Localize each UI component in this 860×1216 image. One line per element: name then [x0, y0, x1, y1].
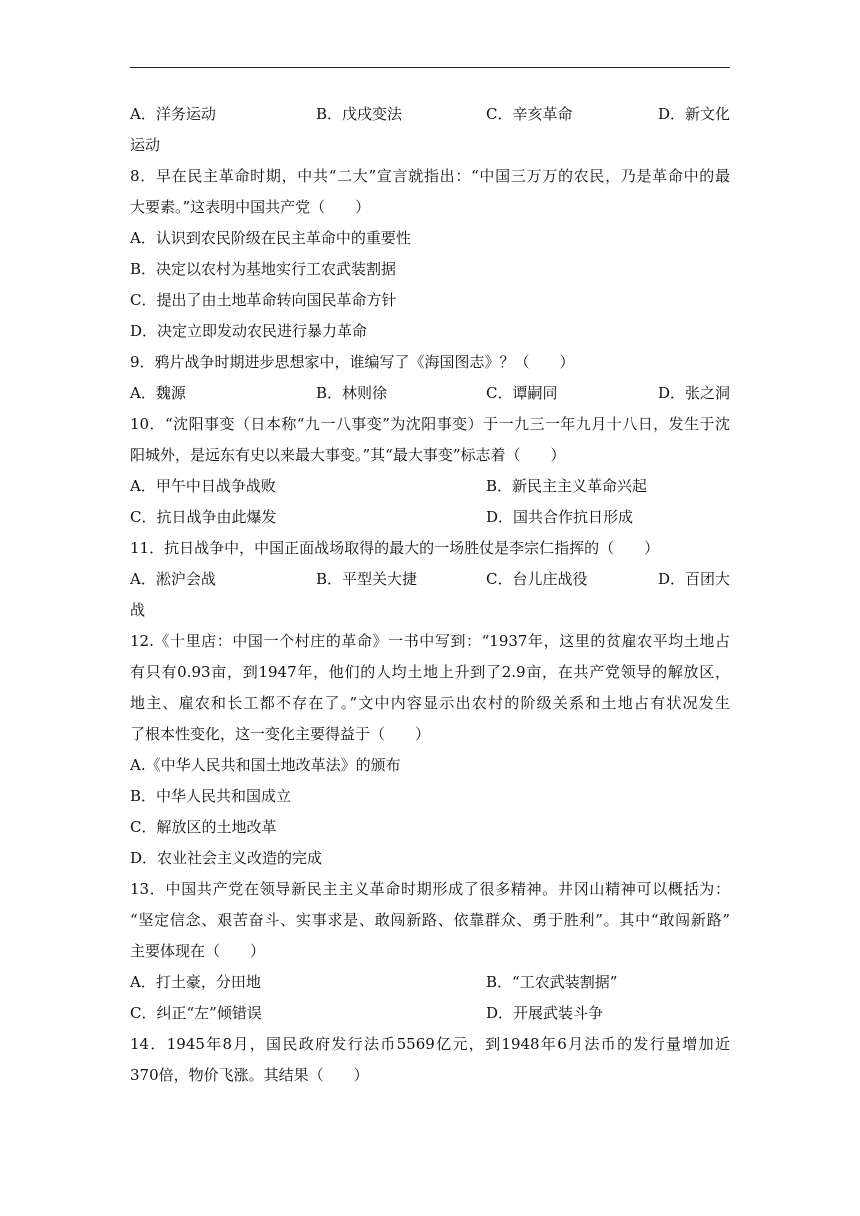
q11-option-c: C．台儿庄战役 — [486, 570, 588, 588]
q12-option-c: C．解放区的土地改革 — [130, 818, 277, 836]
q13-stem-line-2: “坚定信念、艰苦奋斗、实事求是、敢闯新路、依靠群众、勇于胜利”。其中“敢闯新路” — [130, 911, 730, 929]
q8-option-a: A．认识到农民阶级在民主革命中的重要性 — [130, 229, 411, 247]
q12-option-a: A.《中华人民共和国土地改革法》的颁布 — [130, 756, 401, 774]
q13-options-row-2 — [130, 998, 730, 1029]
q11-stem: 11．抗日战争中，中国正面战场取得的最大的一场胜仗是李宗仁指挥的（ ） — [130, 539, 660, 557]
q10-option-c: C．抗日战争由此爆发 — [130, 508, 277, 526]
q12-stem-line-4: 了根本性变化，这一变化主要得益于（ ） — [130, 725, 431, 743]
q10-option-b: B．新民主主义革命兴起 — [486, 477, 648, 495]
q12-option-d: D．农业社会主义改造的完成 — [130, 849, 323, 867]
q7-option-d: D．新文化 — [657, 105, 730, 123]
q13-option-c: C．纠正“左”倾错误 — [130, 1004, 262, 1022]
q12-stem-line-3: 地主、雇农和长工都不存在了。”文中内容显示出农村的阶级关系和土地占有状况发生 — [130, 694, 730, 712]
q12-stem-line-2: 有只有0.93亩，到1947年，他们的人均土地上升到了2.9亩，在共产党领导的解放区， — [130, 663, 730, 681]
q13-option-a: A．打土豪，分田地 — [130, 973, 261, 991]
q10-stem-line-1: 10．“沈阳事变（日本称“九一八事变”为沈阳事变）于一九三一年九月十八日，发生于沈 — [130, 415, 730, 433]
q7-option-c: C．辛亥革命 — [486, 105, 573, 123]
q7-option-d-continued: 运动 — [130, 136, 161, 154]
q8-stem-line-1: 8．早在民主革命时期，中共“二大”宣言就指出：“中国三万万的农民，乃是革命中的最 — [130, 167, 730, 185]
q13-option-b: B．“工农武装割据” — [486, 973, 618, 991]
q9-option-a: A．魏源 — [130, 384, 186, 402]
q8-option-b: B．决定以农村为基地实行工农武装割据 — [130, 260, 397, 278]
q11-option-a: A．淞沪会战 — [130, 570, 216, 588]
q9-option-d: D．张之洞 — [657, 384, 730, 402]
q8-option-c: C．提出了由土地革命转向国民革命方针 — [130, 291, 397, 309]
q9-stem: 9．鸦片战争时期进步思想家中，谁编写了《海国图志》？（ ） — [130, 353, 575, 371]
q7-option-b: B．戊戌变法 — [316, 105, 403, 123]
q12-stem-line-1: 12.《十里店：中国一个村庄的革命》一书中写到：“1937年，这里的贫雇农平均土地占 — [130, 632, 730, 650]
q11-option-d: D．百团大 — [657, 570, 730, 588]
q9-option-c: C．谭嗣同 — [486, 384, 558, 402]
q13-stem-line-1: 13．中国共产党在领导新民主主义革命时期形成了很多精神。井冈山精神可以概括为： — [130, 880, 730, 898]
q7-options — [130, 99, 730, 130]
q11-option-d-continued: 战 — [130, 601, 146, 619]
q10-option-a: A．甲午中日战争战败 — [130, 477, 276, 495]
q10-options-row-1 — [130, 471, 730, 502]
q9-option-b: B．林则徐 — [316, 384, 388, 402]
question-list — [130, 99, 730, 1091]
q14-stem-line-1: 14．1945年8月，国民政府发行法币5569亿元，到1948年6月法币的发行量增加近 — [130, 1035, 730, 1053]
q13-options-row-1 — [130, 967, 730, 998]
q11-options — [130, 564, 730, 595]
q9-options — [130, 378, 730, 409]
q10-stem-line-2: 阳城外，是远东有史以来最大事变。”其“最大事变”标志着（ ） — [130, 446, 566, 464]
header-rule — [130, 67, 730, 68]
q10-options-row-2 — [130, 502, 730, 533]
q8-stem-line-2: 大要素。”这表明中国共产党（ ） — [130, 198, 371, 216]
q13-option-d: D．开展武装斗争 — [486, 1004, 604, 1022]
q10-option-d: D．国共合作抗日形成 — [486, 508, 634, 526]
q11-option-b: B．平型关大捷 — [316, 570, 418, 588]
q8-option-d: D．决定立即发动农民进行暴力革命 — [130, 322, 368, 340]
q7-option-a: A．洋务运动 — [130, 105, 216, 123]
q13-stem-line-3: 主要体现在（ ） — [130, 942, 266, 960]
q12-option-b: B．中华人民共和国成立 — [130, 787, 292, 805]
q14-stem-line-2: 370倍，物价飞涨。其结果（ ） — [130, 1066, 369, 1084]
